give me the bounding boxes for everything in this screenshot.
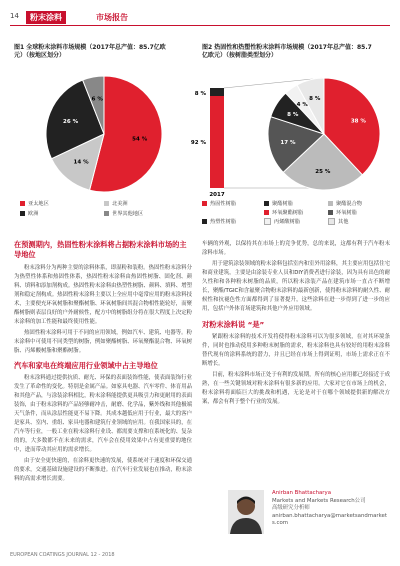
legend-item [264,209,303,216]
legend-label: 聚酯混合物 [336,201,362,207]
legend-item [104,200,128,207]
legend-item [20,200,49,207]
author-bio [272,490,390,528]
report-label: 市场报告 [96,13,128,22]
legend-label: 环氧聚酯树脂 [272,210,304,216]
author-company: Markets and Markets Research公司 [272,497,366,504]
fig2-legend [202,200,392,240]
fig1-title [14,44,192,60]
bar-category-label: 2017 [209,192,225,198]
legend-label: 热塑性树脂 [210,219,236,225]
section-heading: 汽车和家电在终端应用行业领域中占主导地位 [14,361,158,370]
legend-label: 其他 [338,219,349,225]
legend-swatch [328,201,333,206]
legend-swatch [202,219,207,224]
legend-label: 北美洲 [112,201,128,207]
left-column [14,240,192,484]
paragraph: 热固性粉末涂料可用于不同的应用领域，例如汽车、建筑、电器等。粉末涂料中可使用不同类型的树脂，例如聚酯树脂、环氧聚酯混合物、环氧树脂、丙烯酸树脂和聚酯树脂。 [14,330,192,354]
fig2-title [202,44,392,60]
legend-label: 世界其他地区 [112,211,144,217]
legend-swatch [104,201,109,206]
bar-segment [210,96,224,188]
fig1-pie-chart [14,70,194,200]
slice-label: 38 % [350,118,366,125]
slice-label: 25 % [315,168,331,175]
legend-label: 热固性树脂 [210,201,236,207]
legend-label: 聚酯树脂 [272,201,293,207]
legend-swatch [328,210,333,215]
fig1-legend [14,200,194,224]
slice-label: 4 % [296,102,308,109]
author-portrait-icon [228,490,264,534]
header-rule [10,25,390,26]
right-column [202,240,390,407]
page-footer: EUROPEAN COATINGS JOURNAL 12 - 2018 [10,552,115,558]
legend-label: 欧洲 [28,211,39,217]
legend-item [202,218,236,225]
legend-item [264,200,293,207]
fig1-title-line1: 图1 全球粉末涂料市场规模（2017年总产值：85.7亿欧 [14,44,166,51]
slice-label: 8 % [309,96,321,103]
paragraph: 目前，粉末涂料市场正处于有利的发展期，所有的核心应用都已经接近于成熟，在一些关键领域对粉末涂料有很多新的应用。大家对它在市场上的机会，粉末涂料将面临巨大的挑战和机遇，无论是对于在哪个领域提供新的解决方案，都会有利于整个行业的发展。 [202,372,390,405]
paragraph: 车辆的外观，以保持其在市场上的竞争优势，总的来说，这都有利于汽车粉末涂料市场。 [202,241,390,256]
section-heading: 对粉末涂料说 “是” [202,320,265,329]
legend-label: 环氧树脂 [336,210,357,216]
slice-label: 6 % [91,96,103,103]
legend-swatch [104,211,109,216]
legend-item [328,209,357,216]
legend-item [328,200,362,207]
paragraph: 粉末涂料分为两种主要的涂料体系，即湿粉和装粉。热固性粉末涂料分为热塑性体系和热固性体系，热固性粉末涂料由热固性树脂、固化剂、颜料、填料和添加剂构成。热固性粉末涂料由热塑性树脂、颜料、填料、增塑剂和稳定剂构成。热固性粉末涂料主要以上全应用中毫常应用的粉末涂料技术，主要便充环氧树脂和聚酯树脂、环氧树脂间其混合物相性能轮好，而聚酯树脂则表层良好的户外耐候性，配方中的树脂组分将在很大程度上决定粉末涂料的加工性能和最终使用性能。 [14,265,192,325]
author-name: Anirban Bhattacharya [272,490,332,496]
fig2-title-line1: 图2 热固性和热塑性粉末涂料市场规模（2017年总产值：85.7 [202,44,372,51]
slice-label: 26 % [63,118,79,125]
legend-swatch [328,218,335,225]
paragraph: 粉末涂料通过提供抗质、耐光、环保的表面装饰性能，使表面装饰行业发生了革命性的变化。特别是金属产品。如家具电器、汽车零件、体育用品和其他产品，与涂装涂料相比，粉末涂料能提供更具吸引力和更耐用的表面装饰，由于粉末涂料的产品轻够耐冲击，耐磨、化学品，紫外线和其他极端天气条件，而从涂层性能更不易下降。其成本越低应用于行业，最大的客户是家具、室内、重组、家具电器和建筑行业领域的应用。在我国家具的，在汽车等行业，一般工业在粉末涂料行业设、都需要支撑和在系统化的、复杂的的，大多数都不在未来的需求，汽车会在使用效果中占有更重要的地位中，进而带动其应用的需求增长。 [14,375,192,453]
bar-label: 92 % [190,140,206,146]
paragraph: 由于安全更快速的，在涂料更快速的发展，使系统对于速度和环保交通的要求，交通基础设施建设的不断推进。在汽车行业发展也在推动，粉末涂料的高需求增长需要。 [14,458,192,482]
paragraph: 用于建筑涂装领域的粉末涂料包括室内和室外用涂料，其主要应用包括住宅和商业建筑，主要是由涂装专业人员和DIY消费者进行涂装，因为具有出色的耐久性和和各种粉末树脂的品质，所以粉末涂装产品在建筑市场一直占不断增长，聚酯/TGIC和含氟聚合物粉末涂料的最新创新，使得粉末涂料的耐久性、耐候性和抗褪色性方面都得到了显著提升，这些涂料在进一步得到了进一步的应用，包括户外体育场建筑和其他户外应用领域。 [202,261,390,312]
legend-label: 丙烯酸树脂 [274,219,300,225]
legend-item [104,210,143,217]
author-photo [228,490,264,534]
paragraph: 紧跟粉末涂料的技术开发将使得粉末涂料可以为很多领域，在对其环境条件，同时也推动使用多种粉末树脂的需求，粉末涂料也具有较好的用粉末涂料替代现有的涂料系统的潜力，并且已经在市场上得到证明，市场上需求正在不断增长。 [202,334,390,367]
slice-label: 17 % [280,140,296,147]
legend-swatch [20,201,25,206]
fig2-title-line2: 亿欧元）（按树脂类型划分） [202,52,278,59]
author-email[interactable]: anirban.bhattacharya@marketsandmarkets.com [272,512,387,526]
legend-item [328,218,348,225]
slice-label: 8 % [287,112,299,119]
bar-segment [210,88,224,96]
legend-swatch [264,210,269,215]
legend-swatch [202,201,207,206]
author-box [202,490,390,542]
legend-swatch [20,211,25,216]
legend-item [20,210,38,217]
fig2-bar-pie-chart [190,70,392,200]
section-tag: 粉末涂料 [26,11,66,24]
legend-swatch [264,201,269,206]
author-title: 高级研究分析师 [272,505,310,511]
slice-label: 14 % [73,159,89,166]
legend-item [202,200,236,207]
slice-label: 54 % [132,136,148,143]
legend-swatch [264,218,271,225]
page-number: 14 [10,12,19,20]
section-heading: 在预测期内，热固性粉末涂料将占据粉末涂料市场的主导地位 [14,240,187,259]
legend-label: 亚太地区 [28,201,49,207]
fig1-title-line2: 元）（按地区划分） [14,52,66,59]
bar-label: 8 % [194,91,206,97]
legend-item [264,218,300,225]
